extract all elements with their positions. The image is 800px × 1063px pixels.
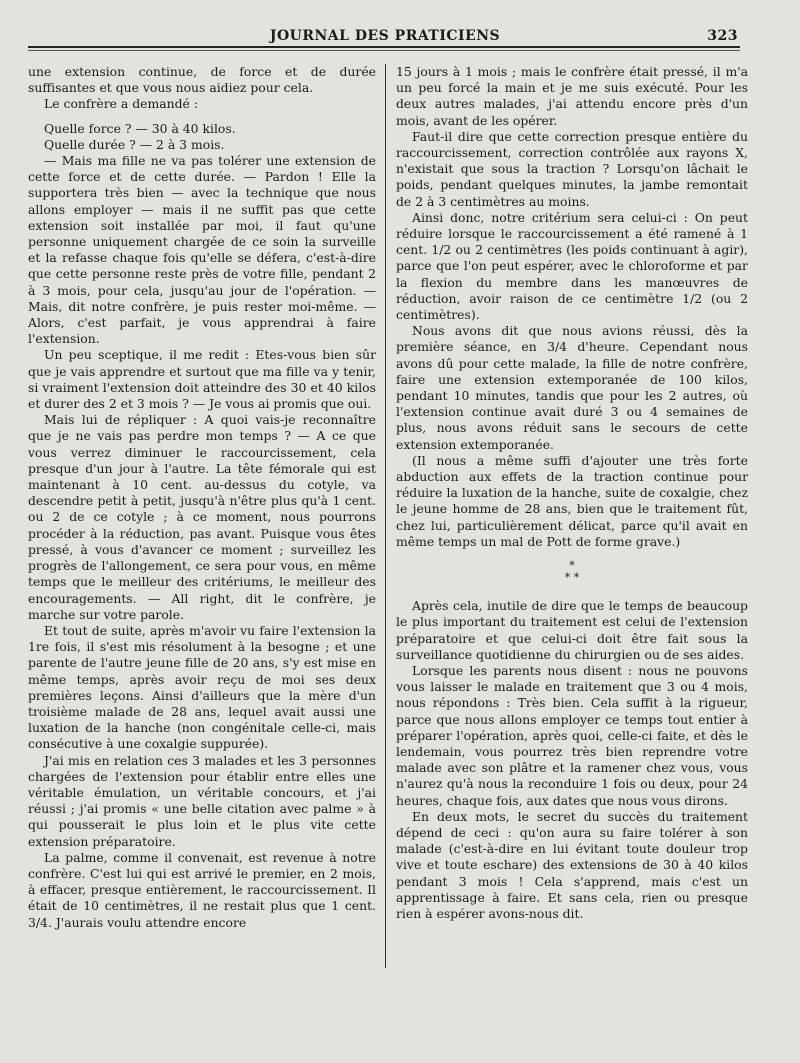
paragraph: Le confrère a demandé : <box>44 96 198 112</box>
paragraph: Faut-il dire que cette correction presque entière du raccourcissement, correction contrôlée aux rayons X, n'existait que sous la traction ? Lorsqu'on lâchait le poids, pendant quelques minutes, la jambe remontait de 2 à 3 centimètres au moins. <box>396 128 748 209</box>
paragraph: Quelle force ? — 30 à 40 kilos. <box>44 120 236 136</box>
page-number: 323 <box>707 28 738 44</box>
header-rule-thin <box>28 50 740 51</box>
header-rule <box>28 46 740 48</box>
paragraph: Nous avons dit que nous avions réussi, dès la première séance, en 3/4 d'heure. Cependant nous avons dû pour cette malade, la fille de notre confrère, faire une extension extemporanée de 100 kilos, pendant 10 minutes, tandis que pour les 2 autres, où l'extension continue avait duré 3 ou 4 semaines de plus, nous avons réduit sans le secours de cette extension extemporanée. <box>396 323 748 452</box>
section-stars: * * * <box>564 559 580 585</box>
paragraph: (Il nous a même suffi d'ajouter une très forte abduction aux effets de la traction continue pour réduire la luxation de la hanche, suite de coxalgie, chez le jeune homme de 28 ans, bien que le traitement fût, chez lui, particulièrement délicat, parce qu'il avait en même temps un mal de Pott de forme grave.) <box>396 452 748 549</box>
column-separator <box>385 64 386 968</box>
paragraph: Un peu sceptique, il me redit : Etes-vous bien sûr que je vais apprendre et surtout que ma fille va y tenir, si vraiment l'extension doit atteindre des 30 et 40 kilos et durer des 2 et 3 mois ? — Je vous ai promis que oui. <box>28 347 376 412</box>
paragraph: Après cela, inutile de dire que le temps de beaucoup le plus important du traitement est celui de l'extension préparatoire et que celui-ci doit être fait sous la surveillance quotidienne du chirurgien ou de ses aides. <box>396 598 748 662</box>
paragraph: 15 jours à 1 mois ; mais le confrère était pressé, il m'a un peu forcé la main et je me suis exécuté. Pour les deux autres malades, j'ai attendu encore près d'un mois, avant de les opérer. <box>396 64 748 128</box>
paragraph: Et tout de suite, après m'avoir vu faire l'extension la 1re fois, il s'est mis résolument à la besogne ; et une parente de l'autre jeune fille de 20 ans, s'y est mise en même temps, après avoir reçu de moi ses deux premières leçons. Ainsi d'ailleurs que la mère d'un troisième malade de 28 ans, lequel avait aussi une luxation de la hanche (non congénitale celle-ci, mais consécutive à une coxalgie suppurée). <box>28 622 376 752</box>
paragraph: J'ai mis en relation ces 3 malades et les 3 personnes chargées de l'extension pour établir entre elles une véritable émulation, un véritable concours, et j'ai réussi ; j'ai promis « une belle citation avec palme » à qui pousserait le plus loin et le plus vite cette extension préparatoire. <box>28 752 376 849</box>
right-column <box>396 64 748 922</box>
paragraph: Mais lui de répliquer : A quoi vais-je reconnaître que je ne vais pas perdre mon temps ? — A ce que vous verrez diminuer le raccourcissement, cela presque d'un jour à l'autre. La tête fémorale qui est maintenant à 10 cent. au-dessus du cotyle, va descendre petit à petit, jusqu'à n'être plus qu'à 1 cent. ou 2 de ce cotyle ; à ce moment, nous pourrons procéder à la réduction, pas avant. Puisque vous êtes pressé, à vous d'avancer ce moment ; surveillez les progrès de l'allongement, ce sera pour vous, en même temps que le meilleur des critériums, le meilleur des encouragements. — All right, dit le confrère, je marche sur votre parole. <box>28 412 376 622</box>
left-column <box>28 64 376 931</box>
paragraph: Quelle durée ? — 2 à 3 mois. <box>44 136 225 152</box>
paragraph: La palme, comme il convenait, est revenue à notre confrère. C'est lui qui est arrivé le premier, en 2 mois, à effacer, presque entièrement, le raccourcissement. Il était de 10 centimètres, il ne restait plus que 1 cent. 3/4. J'aurais voulu attendre encore <box>28 849 376 930</box>
paragraph: Lorsque les parents nous disent : nous ne pouvons vous laisser le malade en traitement que 3 ou 4 mois, nous répondons : Très bien. Cela suffit à la rigueur, parce que nous allons employer ce temps tout entier à préparer l'opération, après quoi, celle-ci faite, et dès le lendemain, vous pourrez très bien reprendre votre malade avec son plâtre et la ramener chez vous, vous n'aurez qu'à nous la reconduire 1 fois ou deux, pour 24 heures, chaque fois, aux dates que nous vous dirons. <box>396 662 748 808</box>
paragraph: Ainsi donc, notre critérium sera celui-ci : On peut réduire lorsque le raccourcissement a été ramené à 1 cent. 1/2 ou 2 centimètres (les poids continuant à agir), parce que l'on peut espérer, avec le chloroforme et par la flexion du membre dans les manœuvres de réduction, avoir raison de ce centimètre 1/2 (ou 2 centimètres). <box>396 209 748 323</box>
paragraph: une extension continue, de force et de durée suffisantes et que vous nous aidiez pour cela. <box>28 64 376 96</box>
running-header <box>28 22 742 44</box>
journal-title: JOURNAL DES PRATICIENS <box>269 28 501 44</box>
paragraph: En deux mots, le secret du succès du traitement dépend de ceci : qu'on aura su faire tolérer à son malade (c'est-à-dire en lui évitant toute douleur trop vive et toute eschare) des extensions de 30 à 40 kilos pendant 3 mois ! Cela s'apprend, mais c'est un apprentissage à faire. Et sans cela, rien ou presque rien à espérer avons-nous dit. <box>396 808 748 921</box>
paragraph: — Mais ma fille ne va pas tolérer une extension de cette force et de cette durée. — Pardon ! Elle la supportera très bien — avec la technique que nous allons employer — mais il ne suffit pas que cette extension soit installée par moi, il faut qu'une personne uniquement chargée de ce soin la surveille et la refasse chaque fois qu'elle se défera, c'est-à-dire que cette personne reste près de votre fille, pendant 2 à 3 mois, pour cela, jusqu'au jour de l'opération. — Mais, dit notre confrère, je puis rester moi-même. — Alors, c'est parfait, je vous apprendrai à faire l'extension. <box>28 153 376 347</box>
